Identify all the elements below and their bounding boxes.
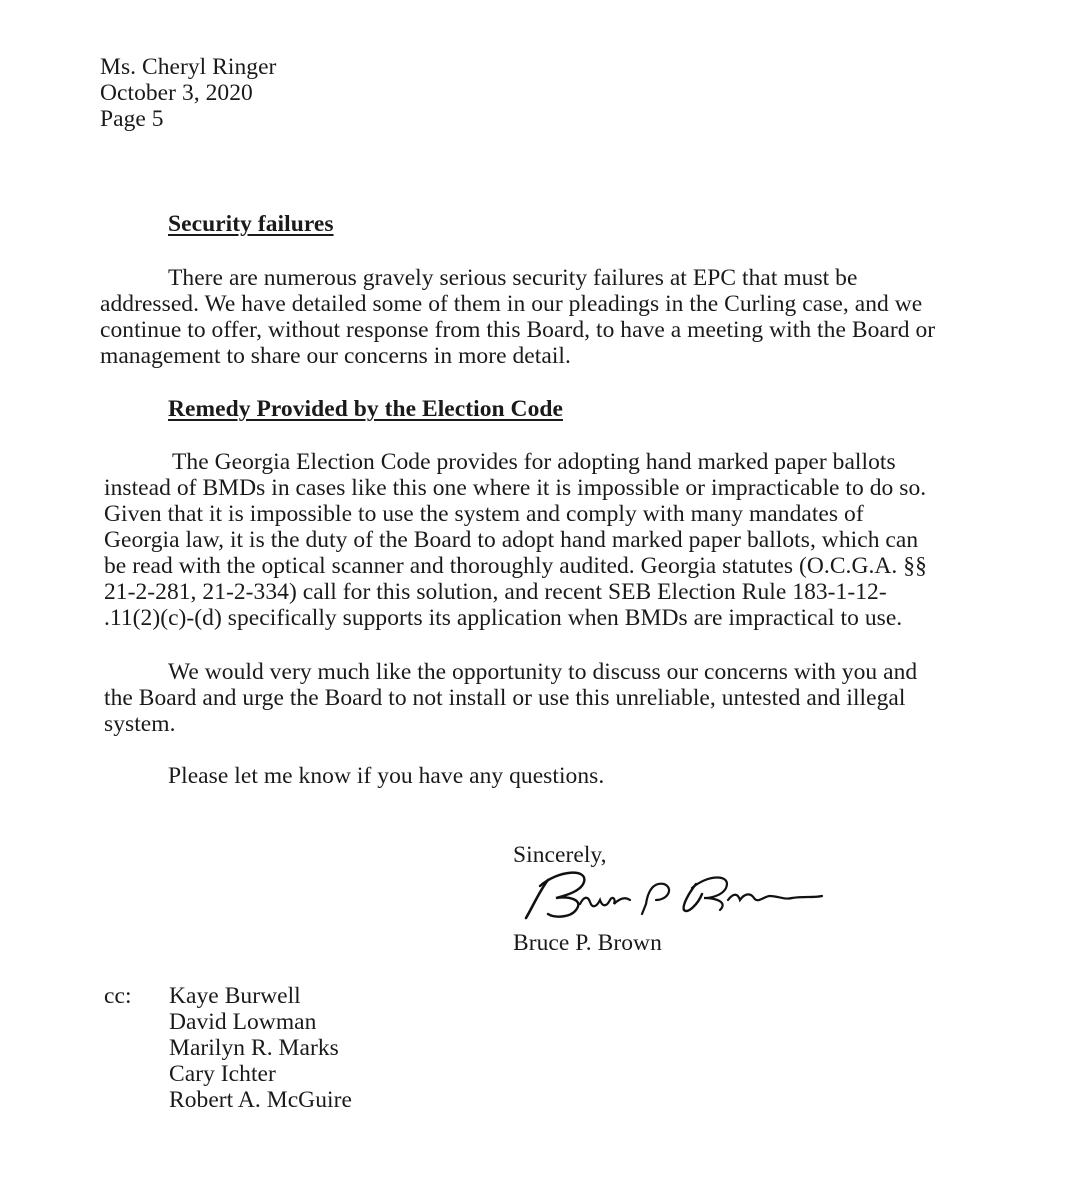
paragraph-line: management to share our concerns in more detail. <box>100 343 571 369</box>
cc-recipient: David Lowman <box>169 1009 317 1035</box>
salutation: Sincerely, <box>513 842 607 868</box>
section-heading-security: Security failures <box>168 211 334 237</box>
section-heading-remedy: Remedy Provided by the Election Code <box>168 396 563 422</box>
cc-recipient: Marilyn R. Marks <box>169 1035 339 1061</box>
paragraph-line: the Board and urge the Board to not install or use this unreliable, untested and illegal <box>104 685 906 711</box>
paragraph-line: The Georgia Election Code provides for adopting hand marked paper ballots <box>172 449 896 475</box>
paragraph-line: Georgia law, it is the duty of the Board to adopt hand marked paper ballots, which can <box>104 527 919 553</box>
page-number: Page 5 <box>100 106 164 132</box>
cc-recipient: Cary Ichter <box>169 1061 276 1087</box>
cc-recipient: Robert A. McGuire <box>169 1087 352 1113</box>
paragraph-line: addressed. We have detailed some of them in our pleadings in the Curling case, and we <box>100 291 923 317</box>
paragraph-line: We would very much like the opportunity to discuss our concerns with you and <box>168 659 918 685</box>
paragraph-line: .11(2)(c)-(d) specifically supports its application when BMDs are impractical to use. <box>104 605 903 631</box>
recipient-name: Ms. Cheryl Ringer <box>100 54 277 80</box>
cc-label: cc: <box>104 983 132 1009</box>
paragraph-line: 21-2-281, 21-2-334) call for this solution, and recent SEB Election Rule 183-1-12- <box>104 579 887 605</box>
paragraph-line: instead of BMDs in cases like this one where it is impossible or impracticable to do so. <box>104 475 927 501</box>
paragraph-line: continue to offer, without response from this Board, to have a meeting with the Board or <box>100 317 936 343</box>
cc-recipient: Kaye Burwell <box>169 983 301 1009</box>
questions-line: Please let me know if you have any questions. <box>168 763 605 789</box>
handwritten-signature <box>518 860 838 930</box>
letter-date: October 3, 2020 <box>100 80 253 106</box>
paragraph-line: There are numerous gravely serious security failures at EPC that must be <box>168 265 858 291</box>
paragraph-line: be read with the optical scanner and thoroughly audited. Georgia statutes (O.C.G.A. §§ <box>104 553 927 579</box>
signer-name: Bruce P. Brown <box>513 930 662 956</box>
paragraph-line: system. <box>104 711 176 737</box>
paragraph-line: Given that it is impossible to use the system and comply with many mandates of <box>104 501 864 527</box>
